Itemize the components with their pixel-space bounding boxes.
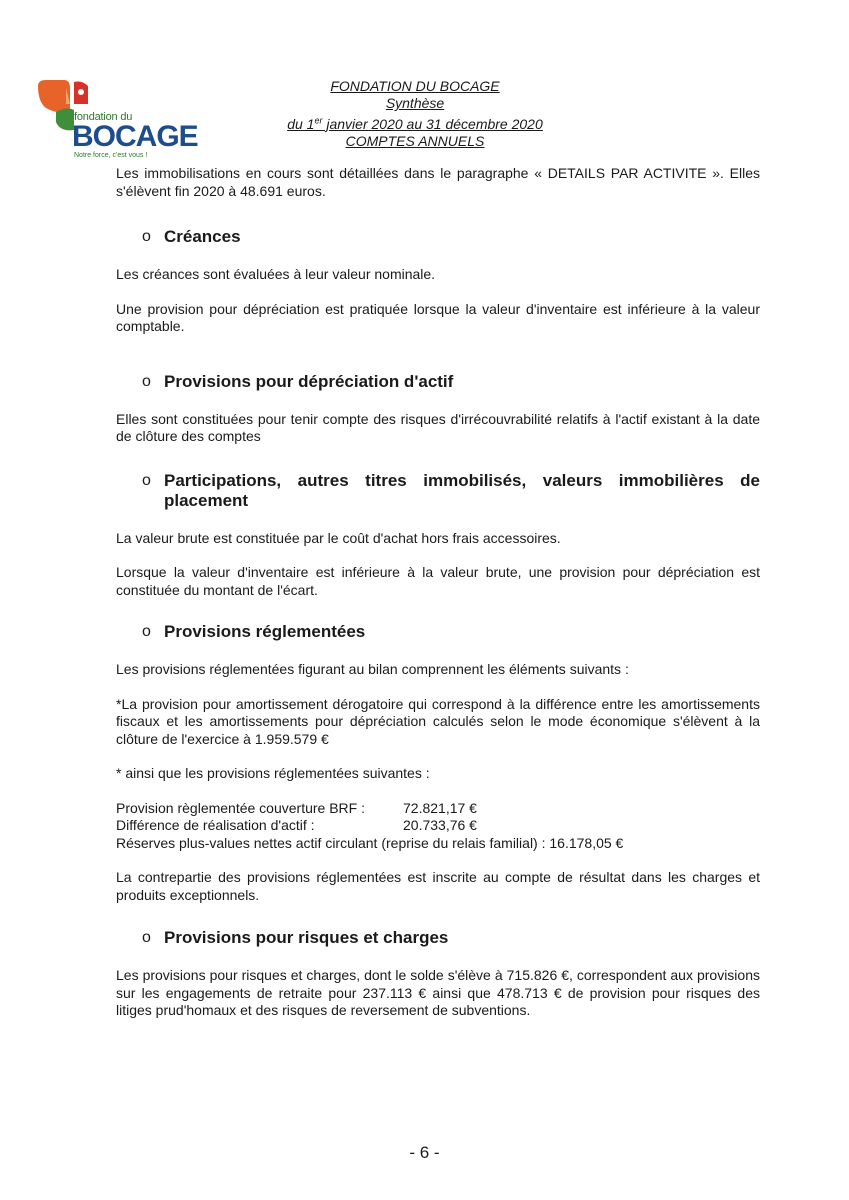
document-body [116,165,760,1020]
provision-row: Réserves plus-values nettes actif circulant (reprise du relais familial) : 16.178,05 € [116,834,624,851]
section-heading-provisions-risques [116,928,760,948]
heading-text: Participations, autres titres immobilisés, valeurs immobilières de placement [164,470,760,510]
logo-brand-small: fondation du [74,111,133,123]
bullet-icon: o [142,471,151,489]
paragraph: La valeur brute est constituée par le coût d'achat hors frais accessoires. [116,529,561,546]
paragraph: Les provisions réglementées figurant au bilan comprennent les éléments suivants : [116,661,629,677]
section-heading-provisions-actif [116,372,760,392]
heading-text: Provisions réglementées [164,622,366,641]
header-title: Synthèse [385,95,445,111]
header-subtitle: COMPTES ANNUELS [345,132,485,149]
heading-text: Créances [164,227,241,246]
heading-text: Provisions pour risques et charges [164,928,449,947]
paragraph: La contrepartie des provisions réglementées est inscrite au compte de résultat dans les charges et produits exceptionnels. [116,869,760,903]
paragraph: *La provision pour amortissement dérogatoire qui correspond à la différence entre les amortissements fiscaux et les amortissements pour dépréciation calculés selon le mode économique s'élèvent à la clôture de l'exercice à 1.959.579 € [116,695,760,747]
section-heading-participations [116,471,760,511]
paragraph: Lorsque la valeur d'inventaire est inférieure à la valeur brute, une provision pour dépréciation est constituée du montant de l'écart. [116,564,760,598]
provision-value: 20.733,76 € [403,817,477,833]
heading-text: Provisions pour dépréciation d'actif [164,371,454,391]
provision-value: 72.821,17 € [403,799,477,816]
intro-paragraph: Les immobilisations en cours sont détaillées dans le paragraphe « DETAILS PAR ACTIVITE ». Elles s'élèvent fin 2020 à 48.691 euros. [116,165,760,199]
bullet-icon: o [142,228,151,245]
paragraph: Une provision pour dépréciation est pratiquée lorsque la valeur d'inventaire est inférieure à la valeur comptable. [116,300,760,334]
paragraph: Les provisions pour risques et charges, dont le solde s'élève à 715.826 €, correspondent aux provisions sur les engagements de retraite pour 237.113 € ainsi que 478.713 € de provision pour risques des litiges prud'homaux et des risques de reversement de subventions. [116,967,760,1018]
header-period-start: du 1 [287,115,315,132]
page-number: - 6 - [409,1143,440,1162]
provision-row [116,800,760,818]
paragraph: * ainsi que les provisions réglementées suivantes : [116,765,430,781]
section-heading-creances [116,227,760,247]
paragraph: Elles sont constituées pour tenir compte des risques d'irrécouvrabilité relatifs à l'actif existant à la date de clôture des comptes [116,410,760,444]
header-period-end: janvier 2020 au 31 décembre 2020 [322,115,543,132]
paragraph: Les créances sont évaluées à leur valeur nominale. [116,266,436,282]
document-header [260,78,570,150]
section-heading-provisions-reglementees [116,622,760,642]
bullet-icon: o [142,372,151,390]
provision-row [116,817,760,835]
foundation-logo [36,78,206,170]
provision-label: Provision règlementée couverture BRF : [116,799,365,816]
bullet-icon: o [142,929,151,946]
provision-label: Différence de réalisation d'actif : [116,817,315,833]
header-org: FONDATION DU BOCAGE [330,78,500,94]
logo-brand-name: BOCAGE [72,120,198,153]
header-period-sup: er [314,115,323,125]
header-period [287,116,543,132]
bullet-icon: o [142,623,151,640]
logo-tagline: Notre force, c'est vous ! [74,152,148,159]
